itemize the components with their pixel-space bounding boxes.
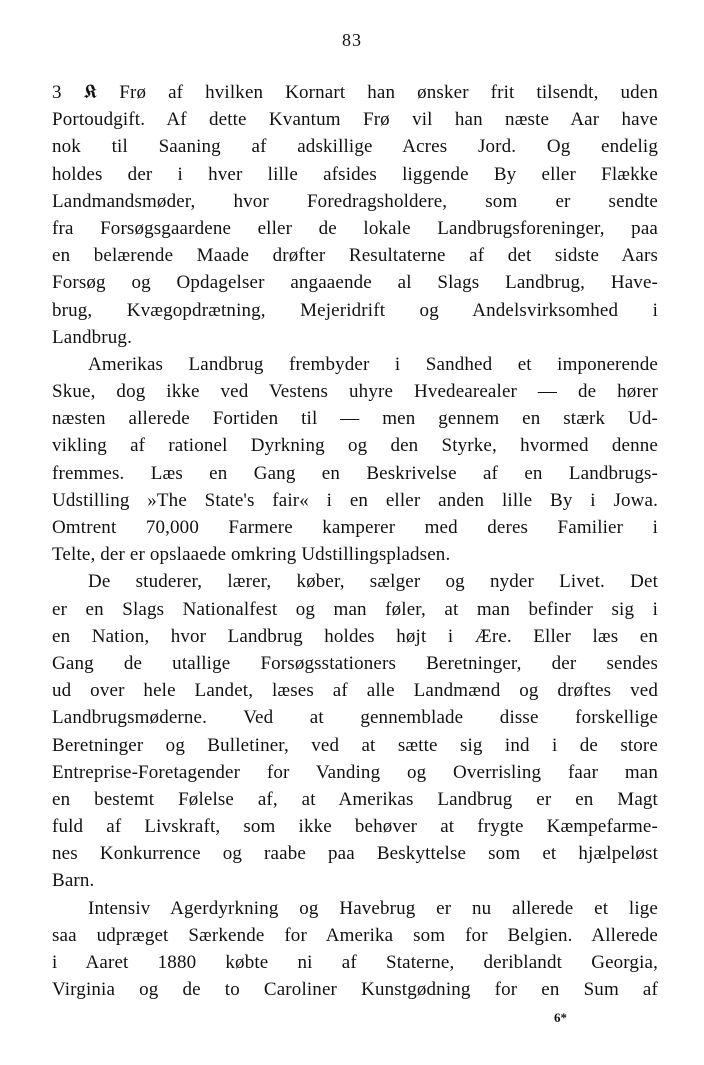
paragraph	[52, 79, 658, 351]
text-line: Landmandsmøder, hvor Foredragsholdere, som er sendte	[52, 190, 658, 212]
text-line: 3 𝕶 Frø af hvilken Kornart han ønsker frit tilsendt, uden	[52, 82, 658, 103]
body-text	[52, 79, 658, 1003]
text-line: fra Forsøgsgaardene eller de lokale Landbrugsforeninger, paa	[52, 217, 658, 239]
text-line: Intensiv Agerdyrkning og Havebrug er nu allerede et lige	[88, 897, 658, 919]
text-line: fremmes. Læs en Gang en Beskrivelse af en Landbrugs-	[52, 462, 658, 484]
text-line: nes Konkurrence og raabe paa Beskyttelse som et hjælpeløst	[52, 843, 658, 865]
text-line: saa udpræget Særkende for Amerika som for Belgien. Allerede	[52, 924, 658, 946]
text-line: Barn.	[52, 870, 95, 892]
text-line: fuld af Livskraft, som ikke behøver at frygte Kæmpefarme-	[52, 816, 658, 838]
text-line: De studerer, lærer, køber, sælger og nyder Livet. Det	[88, 571, 658, 593]
text-line: en belærende Maade drøfter Resultaterne af det sidste Aars	[52, 245, 658, 267]
text-line: er en Slags Nationalfest og man føler, at man befinder sig i	[52, 598, 658, 620]
text-line: Telte, der er opslaaede omkring Udstillingspladsen.	[52, 544, 451, 566]
text-line: vikling af rationel Dyrkning og den Styrke, hvormed denne	[52, 435, 658, 457]
text-line: brug, Kvægopdrætning, Mejeridrift og Andelsvirksomhed i	[52, 299, 658, 321]
text-line: Beretninger og Bulletiner, ved at sætte sig ind i de store	[52, 734, 658, 756]
page-number: 83	[342, 30, 362, 50]
text-line: ud over hele Landet, læses af alle Landmænd og drøftes ved	[52, 680, 658, 702]
text-line: en bestemt Følelse af, at Amerikas Landbrug er en Magt	[52, 788, 658, 810]
text-line: Udstilling »The State's fair« i en eller anden lille By i Jowa.	[52, 489, 658, 511]
paragraph	[52, 568, 658, 894]
paragraph	[52, 895, 658, 1004]
text-line: næsten allerede Fortiden til — men gennem en stærk Ud-	[52, 408, 658, 430]
text-line: nok til Saaning af adskillige Acres Jord. Og endelig	[52, 136, 658, 158]
text-line: Omtrent 70,000 Farmere kamperer med deres Familier i	[52, 517, 658, 538]
text-line: Entreprise-Foretagender for Vanding og Overrisling faar man	[52, 761, 658, 783]
signature-mark: 6*	[554, 1010, 567, 1025]
text-line: Virginia og de to Caroliner Kunstgødning for en Sum af	[52, 979, 658, 1001]
text-line: Gang de utallige Forsøgsstationers Beretninger, der sendes	[52, 652, 658, 674]
text-line: i Aaret 1880 købte ni af Staterne, deriblandt Georgia,	[52, 952, 658, 973]
text-line: Portoudgift. Af dette Kvantum Frø vil han næste Aar have	[52, 109, 658, 131]
text-line: Forsøg og Opdagelser angaaende al Slags Landbrug, Have-	[52, 272, 658, 294]
paragraph	[52, 351, 658, 569]
text-line: Landbrug.	[52, 326, 132, 348]
text-line: Skue, dog ikke ved Vestens uhyre Hvedearealer — de hører	[52, 381, 658, 403]
text-line: Landbrugsmøderne. Ved at gennemblade disse forskellige	[52, 707, 658, 729]
text-line: Amerikas Landbrug frembyder i Sandhed et imponerende	[88, 353, 658, 375]
text-line: holdes der i hver lille afsides liggende By eller Flække	[52, 163, 658, 185]
text-line: en Nation, hvor Landbrug holdes højt i Ære. Eller læs en	[52, 625, 658, 647]
